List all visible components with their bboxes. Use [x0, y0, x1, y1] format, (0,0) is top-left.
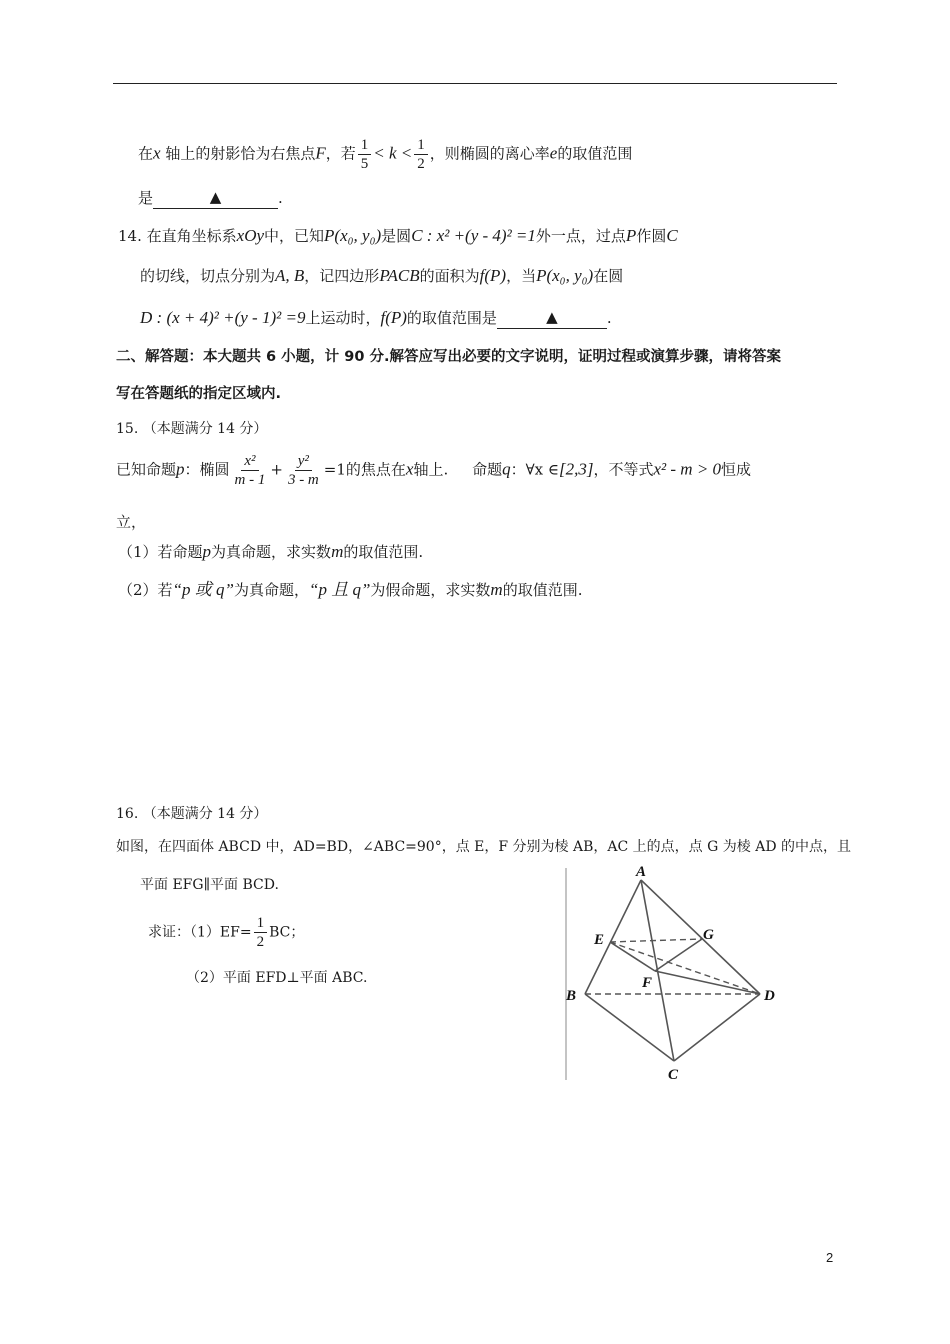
q13-line2: 是 ▲ . — [138, 188, 283, 207]
edge-BC — [585, 994, 674, 1061]
q14-line3: D : (x + 4)² +(y - 1)² =9上运动时，f(P)的取值范围是 ▲ . — [140, 308, 612, 327]
label-A: A — [636, 864, 647, 880]
edge-EF — [610, 942, 655, 971]
edge-CD — [674, 994, 760, 1061]
q16-header: 16. （本题满分 14 分） — [116, 806, 268, 822]
fraction-one-half: $\frac{1}{2}$ — [414, 136, 428, 173]
answer-blank: ▲ — [153, 186, 278, 209]
header-rule — [113, 83, 837, 84]
q16-proof2: （2）平面 EFD⊥平面 ABC. — [186, 970, 368, 986]
answer-blank: ▲ — [497, 306, 607, 329]
q16-line2: 平面 EFG∥平面 BCD. — [140, 877, 279, 893]
fraction-y2: $\frac{\text{y²}}{3 - m}$ — [287, 453, 319, 488]
page-number: 2 — [826, 1250, 834, 1265]
fraction-one-fifth: $\frac{1}{5}$ — [358, 136, 372, 173]
q15-sub1: （1）若命题p为真命题，求实数m的取值范围. — [118, 542, 424, 561]
label-G: G — [703, 927, 714, 943]
section2-heading-cont: 写在答题纸的指定区域内. — [116, 386, 282, 402]
edge-FD — [655, 971, 760, 994]
q15-line1: 已知命题p：椭圆 $\frac{\text{x²}}{m - 1}$ + $\frac{\text{y²}}{3 - m}$ =1的焦点在x轴上. 命题q：∀x ∈[2,3]，不等式x² - m > 0恒成 — [116, 453, 752, 488]
label-C: C — [668, 1067, 679, 1083]
label-E: E — [594, 932, 605, 948]
q15-header: 15. （本题满分 14 分） — [116, 421, 268, 437]
q15-sub2: （2）若“p 或 q”为真命题，“p 且 q”为假命题，求实数m的取值范围. — [118, 580, 583, 599]
label-B: B — [566, 988, 577, 1004]
label-F: F — [642, 975, 653, 991]
tetrahedron-figure — [560, 862, 795, 1084]
edge-EG-hidden — [610, 939, 702, 942]
q16-line1: 如图，在四面体 ABCD 中，AD=BD，∠ABC=90°，点 E，F 分别为棱 AB，AC 上的点，点 G 为棱 AD 的中点，且 — [116, 839, 851, 855]
q15-line2: 立， — [116, 513, 147, 531]
fraction-one-half: $\frac{1}{2}$ — [254, 914, 268, 951]
q16-proof1: 求证：（1）EF= $\frac{1}{2}$ BC； — [148, 915, 305, 950]
q14-line1: 14. 在直角坐标系xOy中，已知P(x₀, y₀)是圆C : x² +(y - 4)² =1外一点，过点P作圆C — [118, 226, 678, 245]
fraction-x2: $\frac{\text{x²}}{m - 1}$ — [234, 453, 266, 488]
q14-line2: 的切线，切点分别为A, B，记四边形PACB的面积为f(P)，当P(x₀, y₀)在圆 — [140, 266, 624, 285]
label-D: D — [764, 988, 775, 1004]
q13-line1: 在x 轴上的射影恰为右焦点F，若 $\frac{1}{5}$ < k < $\frac{1}{2}$ ，则椭圆的离心率e的取值范围 — [138, 137, 633, 172]
section2-heading: 二、解答题：本大题共 6 小题，计 90 分.解答应写出必要的文字说明，证明过程或演算步骤，请将答案 — [116, 349, 781, 365]
